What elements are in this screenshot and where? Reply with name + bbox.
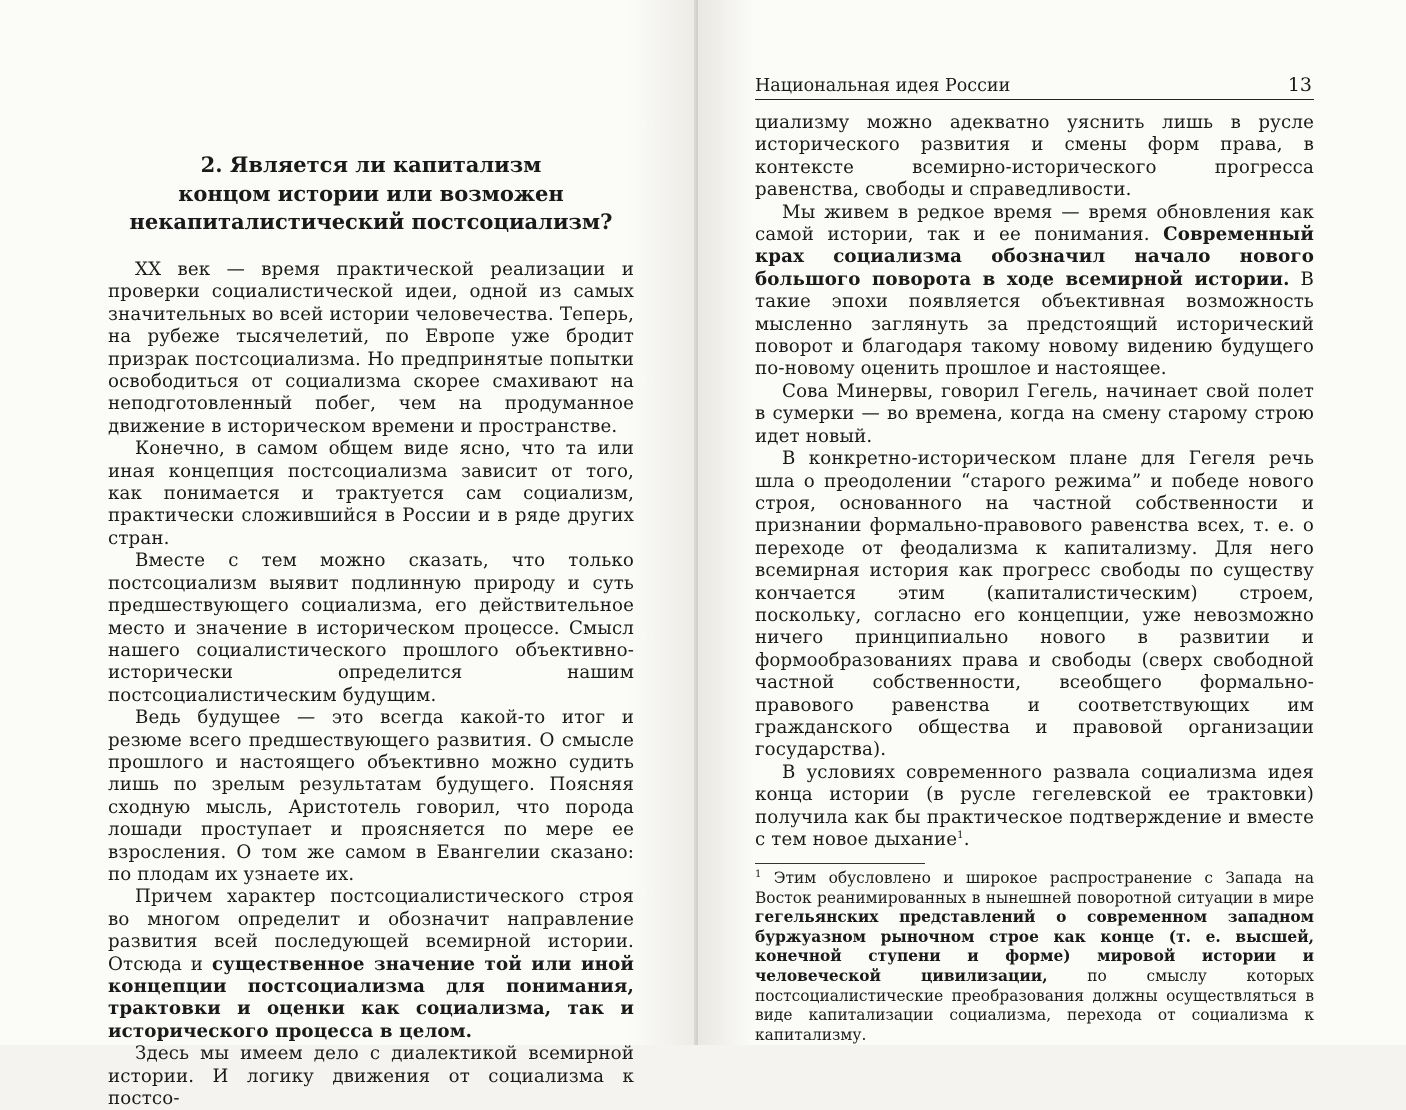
paragraph [755, 381, 1314, 448]
bold-text: Современный крах социализма обозначил начало нового большого поворота в ходе всемирной истории. [755, 224, 1314, 290]
running-title: Национальная идея России [755, 76, 1011, 96]
text-run: Этим обусловлено и широкое распространение с Запада на Восток реанимированных в нынешней поворотной ситуации в мире [755, 869, 1314, 907]
heading-line: концом истории или возможен [178, 180, 564, 206]
bold-text: существенное значение той или иной концепции постсоциализма для понимания, трактовки и оценки как социализма, так и исторического процесса в целом. [108, 953, 634, 1042]
paragraph [108, 550, 634, 707]
text-run: XX век — время практической реализации и проверки социалистической идеи, одной из самых значительных во всей истории человечества. Теперь, на рубеже тысячелетий, по Европе уже бродит призрак постсоциализма. Но предпринятые попытки освободиться от социализма скорее смахивают на неподготовленный побег, чем на продуманное движение в историческом времени и пространстве. [108, 259, 634, 437]
paragraph [108, 438, 634, 550]
right-body-text [755, 112, 1314, 851]
text-run: Мы живем в редкое время — время обновления как самой истории, так и ее понимания. [755, 201, 1314, 246]
footnote-marker: 1 [755, 868, 762, 880]
text-run: Сова Минервы, говорил Гегель, начинает свой полет в сумерки — во времена, когда на смену старому строю идет новый. [755, 380, 1314, 447]
text-run: циализму можно адекватно уяснить лишь в русле исторического развития и смены форм права, в контексте всемирно-исторического прогресса равенства, свободы и справедливости. [755, 112, 1314, 201]
text-run: Ведь будущее — это всегда какой-то итог и резюме всего предшествующего развития. О смысле прошлого и настоящего объективно можно судить лишь по зрелым результатам будущего. Поясняя сходную мысль, Аристотель говорил, что порода лошади проступает и проясняется по мере ее взросления. О том же самом в Евангелии сказано: по плодам их узнаете их. [108, 707, 634, 885]
footnote-marker: 1 [957, 829, 964, 841]
text-run: по смыслу которых постсоциалистические преобразования должны осуществляться в виде капитализации социализма, перехода от социализма к капитализму. [755, 966, 1314, 1044]
paragraph [108, 886, 634, 1043]
paragraph [755, 762, 1314, 852]
text-run: Вместе с тем можно сказать, что только постсоциализм выявит подлинную природу и суть предшествующего социализма, его действительное место и значение в историческом процессе. Смысл нашего социалистического прошлого объективно-исторически определится нашим постсоциалистическим будущим. [108, 550, 634, 706]
paragraph [108, 259, 634, 438]
text-run: Здесь мы имеем дело с диалектикой всемирной истории. И логику движения от социализма к постсо- [108, 1043, 634, 1110]
paragraph [755, 448, 1314, 762]
text-run: Конечно, в самом общем виде ясно, что та или иная концепция постсоциализма зависит от того, как понимается и трактуется сам социализм, практически сложившийся в России и в ряде других стран. [108, 438, 634, 549]
footnote-rule [755, 863, 925, 864]
text-run: В условиях современного развала социализма идея конца истории (в русле гегелевской ее трактовки) получила как бы практическое подтверждение и вместе с тем новое дыхание [755, 761, 1314, 850]
left-body-text [108, 259, 634, 1110]
heading-line: некапиталистический постсоциализм? [129, 209, 613, 234]
left-page [0, 0, 698, 1110]
text-run: В такие эпохи появляется объективная возможность мысленно заглянуть за предстоящий исторический поворот и благодаря такому новому видению будущего по-новому оценить прошлое и настоящее. [755, 268, 1315, 380]
right-page [698, 0, 1406, 1045]
heading-line: 2. Является ли капитализм [200, 152, 542, 177]
paragraph [108, 1043, 634, 1110]
text-run: В конкретно-историческом плане для Гегеля речь шла о преодолении “старого режима” и победе нового строя, основанного на частной собственности и признании формально-правового равенства всех, т. е. о переходе от феодализма к капитализму. Для него всемирная история как прогресс свободы по существу кончается этим (капиталистическим) строем, поскольку, согласно его концепции, уже невозможно ничего принципиально нового в развитии и формообразованиях права и свободы (сверх свободной частной собственности, всеобщего формально-правового равенства и соответствующих им гражданского общества и правовой организации государства). [755, 448, 1314, 761]
footnote [755, 869, 1314, 1045]
bold-text: гегельянских представлений о современном западном буржуазном рыночном строе как конце (т. е. высшей, конечной ступени и форме) мировой истории и человеческой цивилизации, [755, 908, 1314, 985]
text-run: Причем характер постсоциалистического строя во многом определит и обозначит направление развития всей последующей всемирной истории. Отсюда и [108, 886, 634, 975]
page-number: 13 [1287, 74, 1312, 96]
footnote-text [755, 869, 1314, 1045]
paragraph [755, 112, 1314, 202]
paragraph [755, 202, 1314, 381]
section-heading [108, 151, 634, 237]
paragraph [108, 707, 634, 886]
text-run: . [963, 829, 970, 850]
running-header [755, 74, 1314, 100]
